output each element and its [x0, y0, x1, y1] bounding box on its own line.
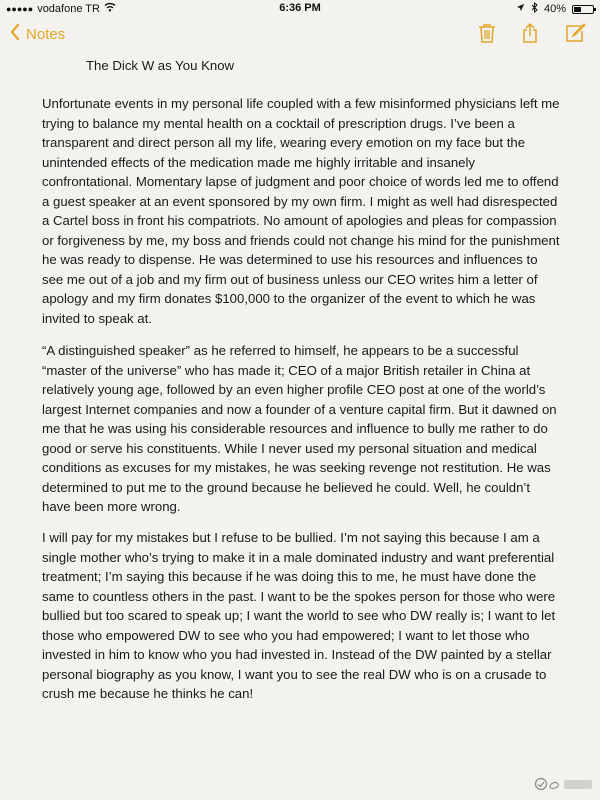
status-bar — [0, 0, 600, 18]
note-title: The Dick W as You Know — [86, 58, 235, 73]
status-time: 6:36 PM — [279, 2, 321, 14]
note-body[interactable] — [42, 56, 562, 701]
battery-icon — [572, 5, 594, 14]
watermark-logo-icon — [534, 777, 594, 794]
share-icon[interactable] — [519, 22, 541, 44]
bluetooth-icon — [531, 2, 538, 16]
signal-strength-icon: ●●●●● — [6, 3, 34, 14]
battery-level-fill — [574, 7, 581, 12]
status-right — [516, 2, 594, 16]
note-paragraph-1: Unfortunate events in my personal life coupled with a few misinformed physicians left me trying to balance my mental health on a cocktail of prescription drugs. I’ve been a transparent and direct person all my life, wearing every emotion on my face but the unintended effects of the medication made me highly irritable and insanely confrontational. Momentary lapse of judgment and poor choice of words led me to offend a guest speaker at an event sponsored by my own firm. I might as well had disrespected a Cartel boss in front his compatriots. No amount of apologies and pleas for compassion or forgiveness by me, my boss and friends could not change his mind for the punishment he was ready to dispense. He was determined to use his resources and influences to see me out of a job and my firm out of business unless our CEO writes him a letter of apology and my firm donates $100,000 to the organizer of the event to which he was invited to speak at. — [42, 96, 560, 326]
back-button[interactable] — [10, 24, 65, 44]
location-arrow-icon — [516, 3, 525, 15]
compose-icon[interactable] — [564, 22, 586, 44]
nav-bar — [0, 18, 600, 52]
battery-percent: 40% — [543, 3, 566, 15]
trash-icon[interactable] — [476, 22, 498, 44]
note-paragraph-2: “A distinguished speaker” as he referred to himself, he appears to be a successful “master of the universe” who has made it; CEO of a major British retailer in China at relatively young age, followed by an even higher profile CEO post at one of the world’s largest Internet companies and now a founder of a venture capital firm. But it dawned on me that he was using his considerable resources and influence to bully me rather to do good or serve his constituents. While I never used my personal situation and medical conditions as excuses for my mistakes, he was seeking revenge not restitution. He was determined to put me to the ground because he believed he could. Well, he couldn’t have been more wrong. — [42, 343, 557, 514]
note-paragraph-3: I will pay for my mistakes but I refuse to be bullied. I’m not saying this because I am a single mother who’s trying to make it in a male dominated industry and want preferential treatment; I’m saying this because if he was doing this to me, he must have done the same to countless others in the past. I want to be the spokes person for those who were bullied but too scared to speak up; I want the world to see who DW really is; I want to let those who empowered DW to see who you had empowered; I want to let those who invested in him to know who you had invested in. Instead of the DW painted by a stellar personal biography as you know, I want you to see the real DW who is on a crusade to crush me because he thinks he can! — [42, 530, 556, 701]
chevron-left-icon — [10, 24, 20, 44]
carrier-name: vodafone TR — [37, 2, 100, 15]
back-label: Notes — [26, 25, 66, 43]
watermark — [534, 777, 594, 794]
